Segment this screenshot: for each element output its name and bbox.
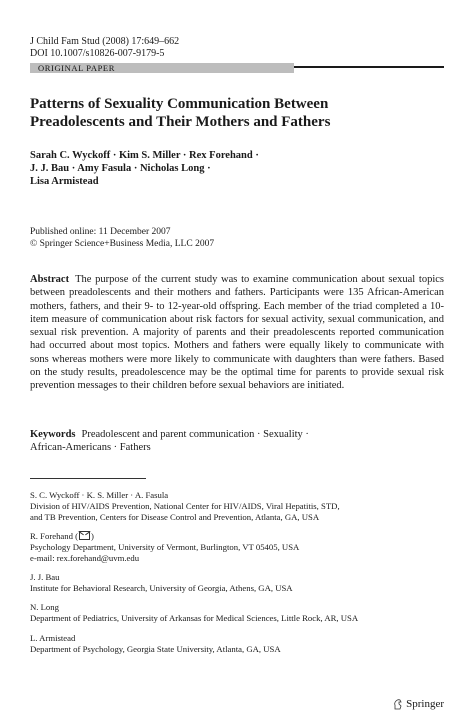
author-line: Sarah C. Wyckoff · Kim S. Miller · Rex Forehand · xyxy=(30,150,259,161)
affiliation-line: Department of Pediatrics, University of Arkansas for Medical Sciences, Little Rock, AR, USA xyxy=(30,613,359,624)
abstract xyxy=(30,273,444,393)
journal-citation: J Child Fam Stud (2008) 17:649–662 xyxy=(30,36,180,47)
affiliation-names: J. J. Bau xyxy=(30,572,60,582)
doi[interactable]: DOI 10.1007/s10826-007-9179-5 xyxy=(30,48,165,59)
author-list xyxy=(30,149,450,189)
keywords-label: Keywords xyxy=(30,429,76,440)
affiliation-names: S. C. Wyckoff · K. S. Miller · A. Fasula xyxy=(30,490,169,500)
keywords-line: Preadolescent and parent communication · Sexuality · xyxy=(81,429,309,440)
affiliation-line: Institute for Behavioral Research, University of Georgia, Athens, GA, USA xyxy=(30,583,293,594)
publication-info xyxy=(30,226,214,250)
envelope-icon[interactable] xyxy=(79,531,90,540)
footnote-rule xyxy=(30,478,146,479)
abstract-label: Abstract xyxy=(30,274,70,285)
affiliation-line: Psychology Department, University of Vermont, Burlington, VT 05405, USA xyxy=(30,542,300,553)
springer-horse-icon xyxy=(393,699,403,710)
publisher-name: Springer xyxy=(406,698,444,710)
publisher-logo xyxy=(393,698,444,710)
title-line: Patterns of Sexuality Communication Between xyxy=(30,96,329,112)
affiliation-line: Department of Psychology, Georgia State University, Atlanta, GA, USA xyxy=(30,644,281,655)
section-label: ORIGINAL PAPER xyxy=(38,63,115,73)
keywords xyxy=(30,428,444,455)
copyright: © Springer Science+Business Media, LLC 2007 xyxy=(30,239,215,249)
email-line[interactable]: e-mail: rex.forehand@uvm.edu xyxy=(30,553,140,564)
affiliation-names: N. Long xyxy=(30,602,59,612)
published-date: Published online: 11 December 2007 xyxy=(30,227,171,237)
affiliation-line: and TB Prevention, Centers for Disease Control and Prevention, Atlanta, GA, USA xyxy=(30,512,320,523)
abstract-text: The purpose of the current study was to examine communication about sexual topics between preadolescents and their mothers and fathers. Participants were 135 African-American mothers, fathers, and their 9- to 12-year-old offspring. Each member of the triad completed a 10-item measure of communication about risk factors for sexual activity, sexual communication, and sexual risk prevention. A majority of parents and their preadolescents reported communication had occurred about most topics. Mothers and fathers were equally likely to communicate with sons whereas mothers were more likely to communicate with daughters than were fathers. Based on the study results, preadolescence may be the optimal time for parents to provide sexual risk prevention messages to their children before sexual behaviors are initiated. xyxy=(30,274,444,392)
section-rule xyxy=(294,66,444,68)
affiliation-block xyxy=(30,633,444,655)
affiliation-block xyxy=(30,572,444,594)
affiliation-block xyxy=(30,602,444,624)
article-title xyxy=(30,95,450,131)
affiliation-names: L. Armistead xyxy=(30,633,76,643)
affiliation-block xyxy=(30,490,444,524)
affiliation-names: R. Forehand ( ) xyxy=(30,531,94,541)
title-line: Preadolescents and Their Mothers and Fathers xyxy=(30,114,331,130)
affiliation-line: Division of HIV/AIDS Prevention, National Center for HIV/AIDS, Viral Hepatitis, STD, xyxy=(30,501,340,512)
author-line: Lisa Armistead xyxy=(30,176,99,188)
affiliation-block xyxy=(30,531,444,565)
author-line: J. J. Bau · Amy Fasula · Nicholas Long · xyxy=(30,163,211,175)
keywords-line: African-Americans · Fathers xyxy=(30,442,151,454)
